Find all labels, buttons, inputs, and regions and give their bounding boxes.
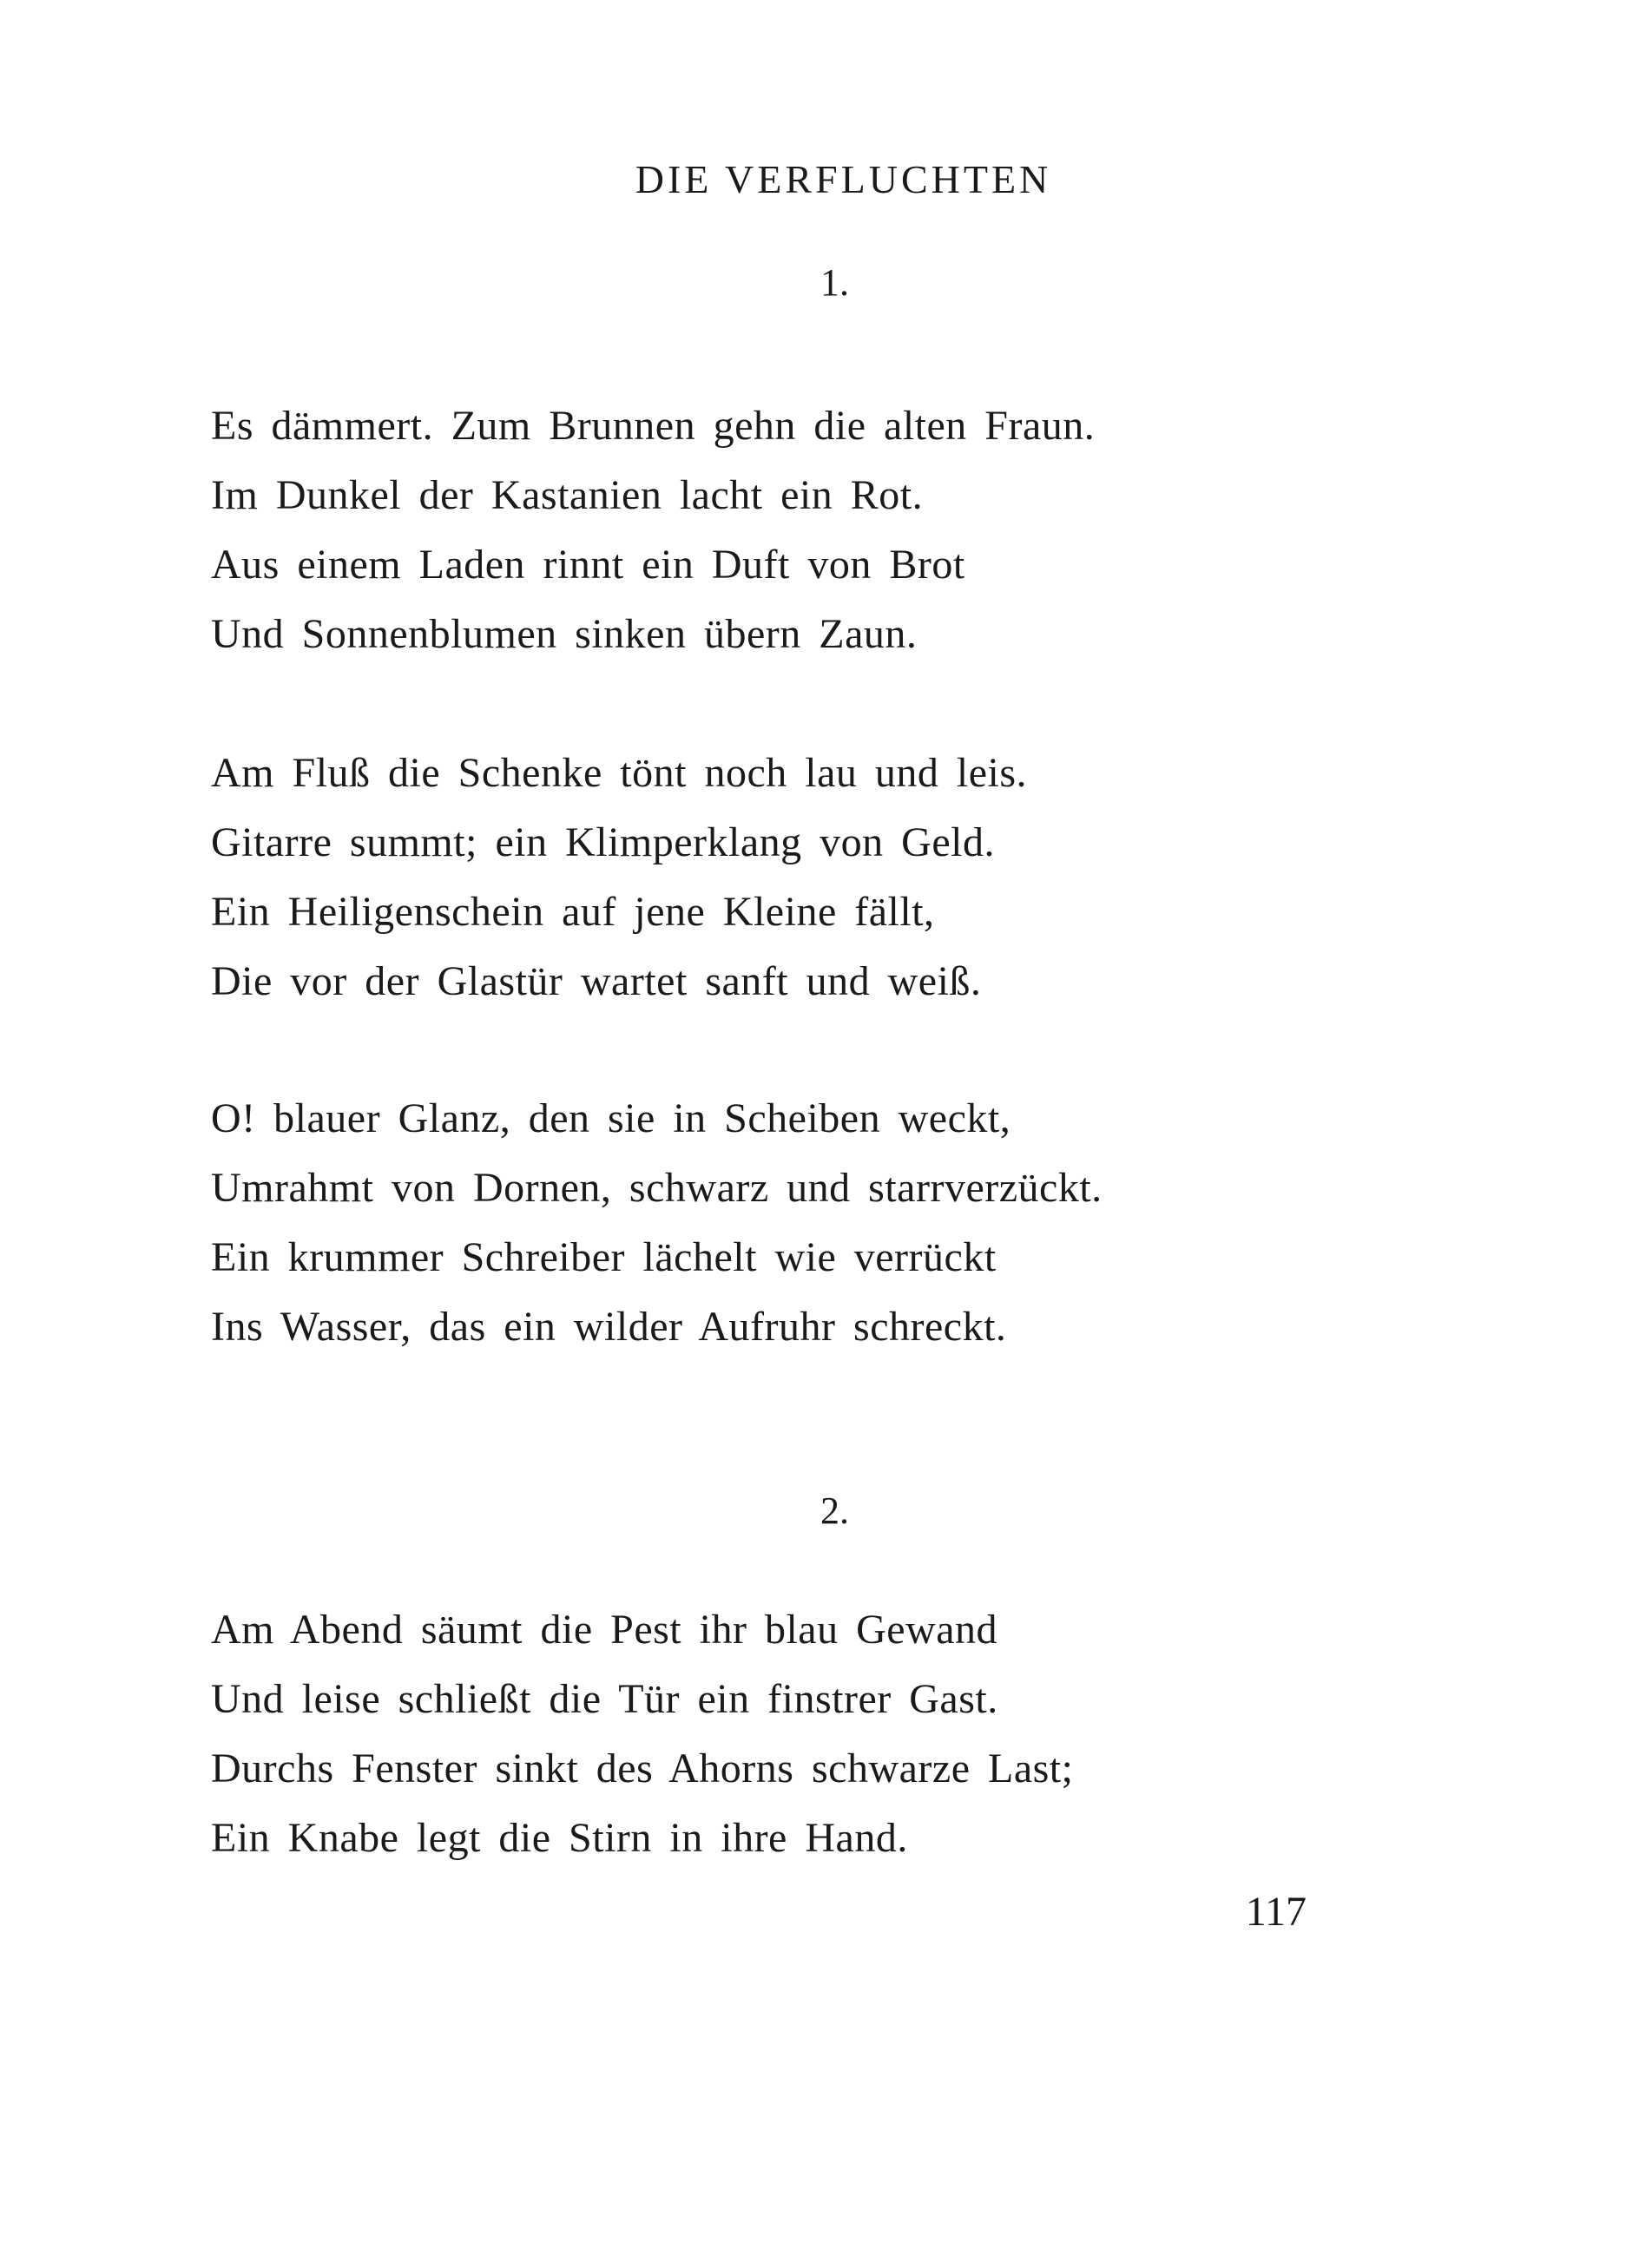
- verse-line: Und Sonnenblumen sinken übern Zaun.: [211, 611, 918, 657]
- stanza-1-2: [211, 739, 1027, 1016]
- page-number: 117: [1245, 1889, 1307, 1935]
- stanza-2-1: [211, 1595, 1073, 1873]
- poem-title: DIE VERFLUCHTEN: [635, 157, 1052, 201]
- verse-line: Gitarre summt; ein Klimperklang von Geld.: [211, 819, 995, 865]
- verse-line: Die vor der Glastür wartet sanft und weiß.: [211, 958, 982, 1004]
- stanza-1-1: [211, 391, 1095, 669]
- verse-line: Ins Wasser, das ein wilder Aufruhr schreckt.: [211, 1304, 1007, 1350]
- verse-line: Am Abend säumt die Pest ihr blau Gewand: [211, 1607, 998, 1653]
- verse-line: Umrahmt von Dornen, schwarz und starrverzückt.: [211, 1165, 1103, 1211]
- verse-line: Im Dunkel der Kastanien lacht ein Rot.: [211, 472, 924, 518]
- verse-line: Ein Heiligenschein auf jene Kleine fällt,: [211, 889, 935, 935]
- verse-line: Ein krummer Schreiber lächelt wie verrückt: [211, 1234, 997, 1280]
- verse-line: Ein Knabe legt die Stirn in ihre Hand.: [211, 1815, 908, 1861]
- verse-line: O! blauer Glanz, den sie in Scheiben weckt,: [211, 1095, 1011, 1141]
- verse-line: Und leise schließt die Tür ein finstrer Gast.: [211, 1676, 998, 1722]
- verse-line: Am Fluß die Schenke tönt noch lau und leis.: [211, 750, 1028, 796]
- section-number-2: 2.: [820, 1489, 849, 1532]
- stanza-1-3: [211, 1084, 1103, 1362]
- verse-line: Durchs Fenster sinkt des Ahorns schwarze Last;: [211, 1745, 1074, 1791]
- verse-line: Aus einem Laden rinnt ein Duft von Brot: [211, 542, 965, 588]
- section-number-1: 1.: [820, 261, 849, 304]
- verse-line: Es dämmert. Zum Brunnen gehn die alten Fraun.: [211, 403, 1096, 449]
